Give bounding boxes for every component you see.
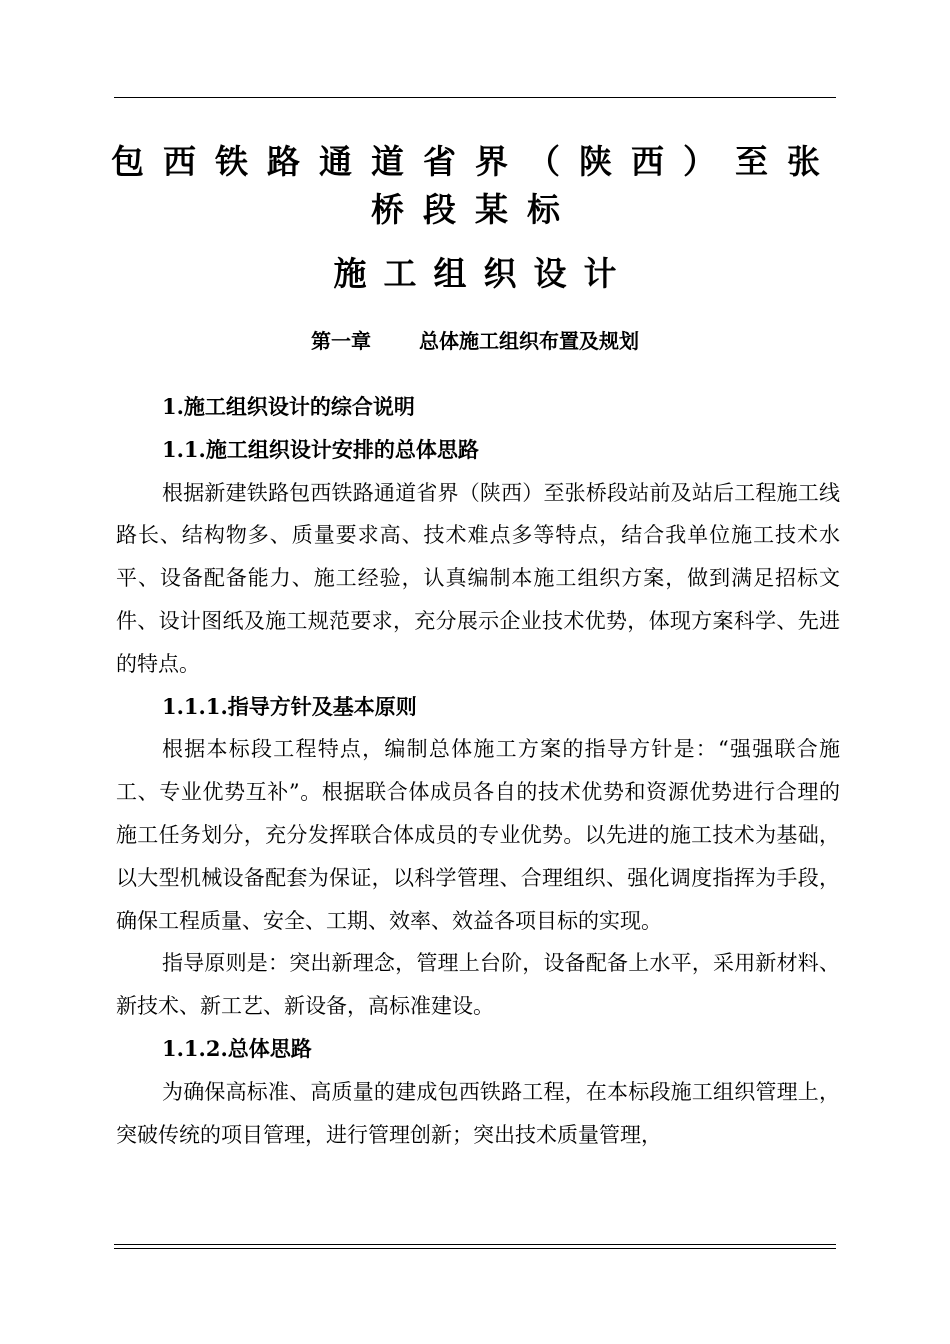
document-body (116, 386, 840, 1156)
body-paragraph: 根据本标段工程特点，编制总体施工方案的指导方针是：“强强联合施工、专业优势互补”。根据联合体成员各自的技术优势和资源优势进行合理的施工任务划分，充分发挥联合体成员的专业优势。以先进的施工技术为基础，以大型机械设备配套为保证，以科学管理、合理组织、强化调度指挥为手段，确保工程质量、安全、工期、效率、效益各项目标的实现。 (116, 737, 840, 933)
chapter-heading (114, 326, 836, 356)
section-heading: 1.施工组织设计的综合说明 (162, 394, 415, 419)
body-paragraph: 根据新建铁路包西铁路通道省界（陕西）至张桥段站前及站后工程施工线路长、结构物多、质量要求高、技术难点多等特点，结合我单位施工技术水平、设备配备能力、施工经验，认真编制本施工组织方案，做到满足招标文件、设计图纸及施工规范要求，充分展示企业技术优势，体现方案科学、先进的特点。 (116, 480, 840, 676)
section-heading: 1.1.1.指导方针及基本原则 (162, 693, 417, 719)
chapter-title: 总体施工组织布置及规划 (419, 329, 639, 353)
document-title: 包西铁路通道省界（陕西）至张桥段某标 (111, 142, 839, 229)
body-paragraph: 指导原则是：突出新理念，管理上台阶，设备配备上水平，采用新材料、新技术、新工艺、新设备，高标准建设。 (116, 951, 840, 1019)
document-subtitle: 施工组织设计 (333, 254, 634, 293)
section-heading: 1.1.施工组织设计安排的总体思路 (162, 436, 479, 462)
header-rule (114, 97, 836, 98)
footer-rule (114, 1244, 836, 1249)
body-paragraph: 为确保高标准、高质量的建成包西铁路工程，在本标段施工组织管理上，突破传统的项目管理，进行管理创新；突出技术质量管理， (116, 1079, 840, 1147)
section-heading: 1.1.2.总体思路 (162, 1035, 312, 1061)
chapter-number: 第一章 (311, 329, 371, 353)
